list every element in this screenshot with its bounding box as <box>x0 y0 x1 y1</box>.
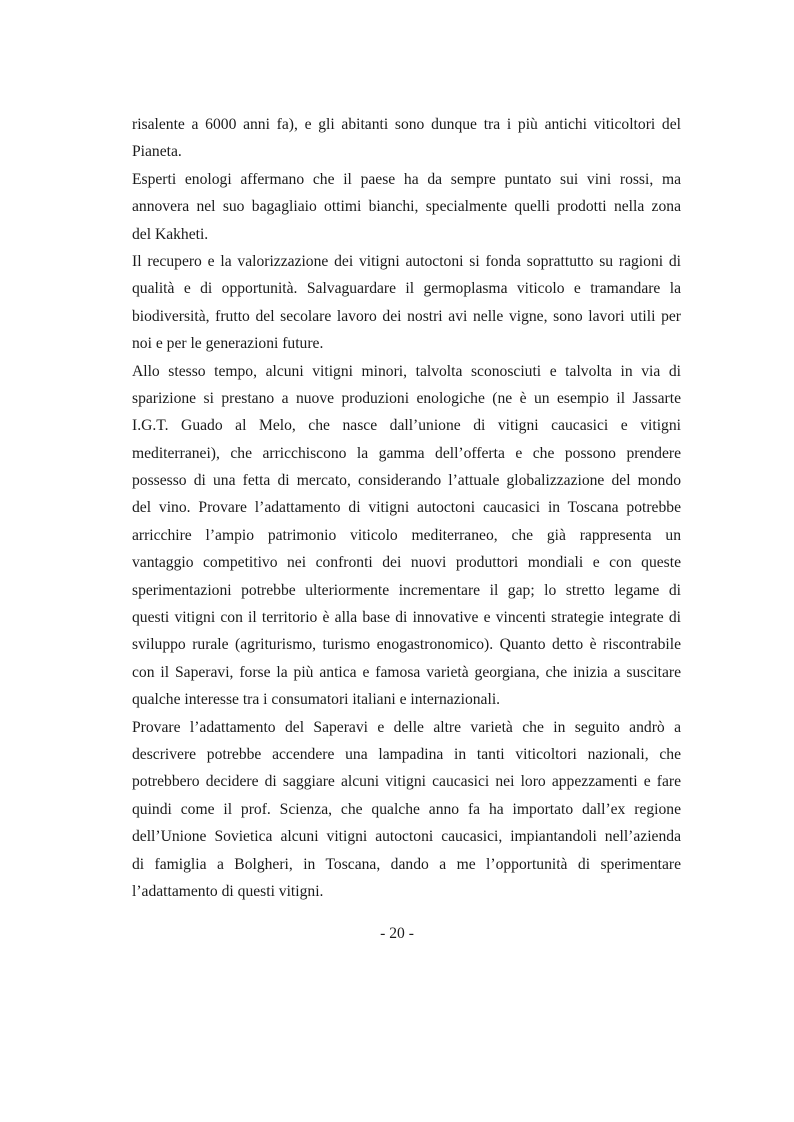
text-line: sviluppo rurale (agriturismo, turismo enogastronomico). Quanto detto è riscontrabile <box>132 636 681 654</box>
text-line: quindi come il prof. Scienza, che qualche anno fa ha importato dall’ex regione <box>132 800 681 818</box>
text-line: questi vitigni con il territorio è alla base di innovative e vincenti strategie integrate di <box>132 609 681 627</box>
text-line: Esperti enologi affermano che il paese ha da sempre puntato sui vini rossi, ma <box>132 170 681 188</box>
text-line: di famiglia a Bolgheri, in Toscana, dando a me l’opportunità di sperimentare <box>132 855 681 873</box>
text-line: Allo stesso tempo, alcuni vitigni minori, talvolta sconosciuti e talvolta in via di <box>132 362 681 380</box>
text-line: potrebbero decidere di saggiare alcuni vitigni caucasici nei loro appezzamenti e fare <box>132 773 681 791</box>
text-line: noi e per le generazioni future. <box>132 335 324 353</box>
text-line: vantaggio competitivo nei confronti dei nuovi produttori mondiali e con queste <box>132 554 681 572</box>
page-number: - 20 - <box>380 925 414 942</box>
text-line: I.G.T. Guado al Melo, che nasce dall’unione di vitigni caucasici e vitigni <box>132 417 681 435</box>
text-line: Provare l’adattamento del Saperavi e delle altre varietà che in seguito andrò a <box>132 718 681 736</box>
text-line: del Kakheti. <box>132 225 209 243</box>
text-line: risalente a 6000 anni fa), e gli abitanti sono dunque tra i più antichi viticoltori del <box>132 116 681 133</box>
text-line: arricchire l’ampio patrimonio viticolo mediterraneo, che già rappresenta un <box>132 526 681 544</box>
text-line: Il recupero e la valorizzazione dei vitigni autoctoni si fonda soprattutto su ragioni di <box>132 252 681 270</box>
text-line: l’adattamento di questi vitigni. <box>132 882 324 900</box>
text-line: sparizione si prestano a nuove produzioni enologiche (ne è un esempio il Jassarte <box>132 389 681 407</box>
text-line: biodiversità, frutto del secolare lavoro dei nostri avi nelle vigne, sono lavori utili per <box>132 307 681 325</box>
text-line: sperimentazioni potrebbe ulteriormente incrementare il gap; lo stretto legame di <box>132 581 681 599</box>
text-line: Pianeta. <box>132 143 182 161</box>
text-line: possesso di una fetta di mercato, considerando l’attuale globalizzazione del mondo <box>132 472 681 490</box>
text-line: qualche interesse tra i consumatori italiani e internazionali. <box>132 691 501 709</box>
text-line: annovera nel suo bagagliaio ottimi bianchi, specialmente quelli prodotti nella zona <box>132 198 681 216</box>
text-line: del vino. Provare l’adattamento di vitigni autoctoni caucasici in Toscana potrebbe <box>132 499 681 517</box>
text-line: mediterranei), che arricchiscono la gamma dell’offerta e che possono prendere <box>132 444 681 462</box>
text-line: qualità e di opportunità. Salvaguardare il germoplasma viticolo e tramandare la <box>132 280 681 298</box>
body-text <box>132 111 681 905</box>
text-line: descrivere potrebbe accendere una lampadina in tanti viticoltori nazionali, che <box>132 745 681 763</box>
text-line: con il Saperavi, forse la più antica e famosa varietà georgiana, che inizia a suscitare <box>132 663 681 681</box>
text-line: dell’Unione Sovietica alcuni vitigni autoctoni caucasici, impiantandoli nell’azienda <box>132 828 681 846</box>
